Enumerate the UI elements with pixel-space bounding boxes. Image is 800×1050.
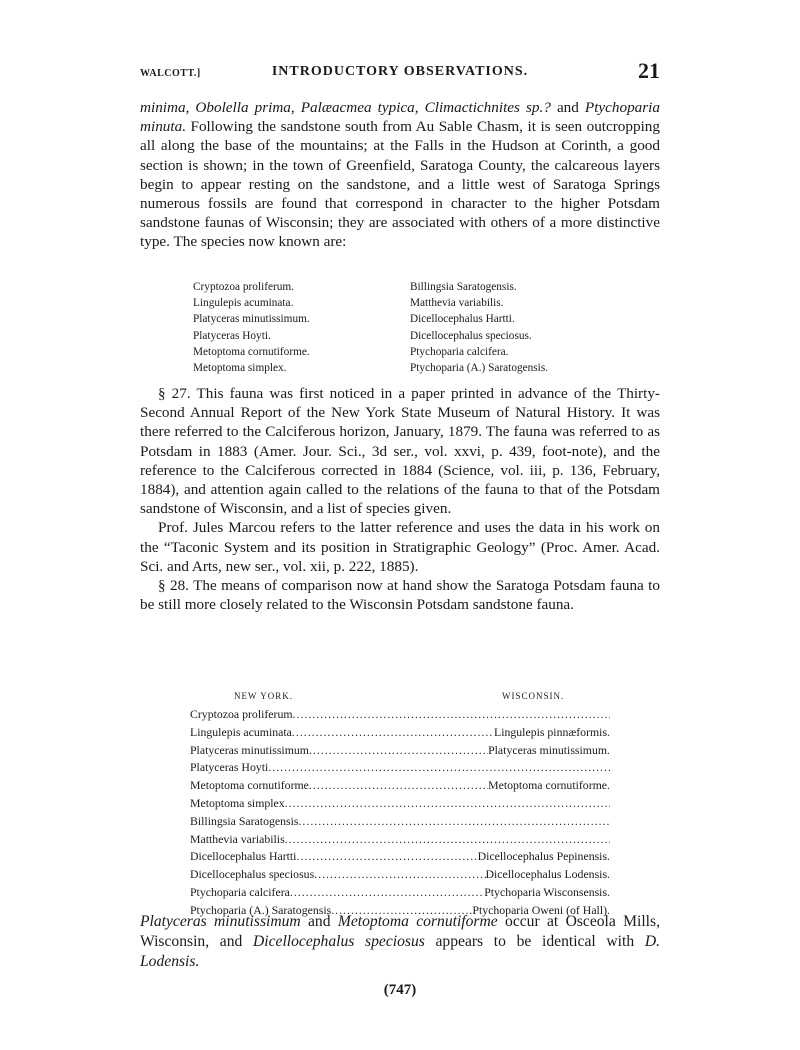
- new-york-species: Ptychoparia (A.) Saratogensis: [190, 902, 332, 917]
- wisconsin-species: Ptychoparia Wisconsensis.: [484, 884, 610, 899]
- section-27: [140, 384, 660, 614]
- new-york-species: Matthevia variabilis: [190, 831, 285, 846]
- dot-leader: [296, 848, 477, 866]
- dot-leader: [285, 795, 610, 813]
- intro-rest: Following the sandstone south from Au Sable Chasm, it is seen outcropping all along the base of the mountains; at the Falls in the Hudson at Corinth, a good section is shown; in the town of Greenfield, Saratoga County, the calcareous layers begin to appear resting on the sandstone, and a little west of Saratoga Springs numerous fossils are found that correspond in character to the higher Potsdam sandstone faunas of Wisconsin; they are associated with others of a more distinctive type. The species now known are:: [140, 118, 660, 251]
- header-title: INTRODUCTORY OBSERVATIONS.: [271, 64, 529, 79]
- new-york-species: Dicellocephalus Hartti: [190, 849, 297, 864]
- wisconsin-species: Dicellocephalus Lodensis.: [485, 867, 610, 882]
- conclusion-italic-4: D. Lodensis.: [140, 933, 661, 970]
- species-item: Billingsia Saratogensis.: [410, 281, 517, 293]
- paragraph-section-28: § 28. The means of comparison now at hand show the Saratoga Potsdam fauna to be still more closely related to the Wisconsin Potsdam sandstone fauna.: [140, 577, 660, 614]
- conclusion-text-1: and: [300, 913, 338, 930]
- species-column-right: [410, 279, 620, 376]
- species-item: Metoptoma simplex.: [193, 362, 287, 375]
- new-york-species: Platyceras minutissimum: [190, 742, 309, 757]
- conclusion-text-3: appears to be identical with: [424, 933, 645, 950]
- page-footer-number: (747): [383, 982, 417, 998]
- dot-leader: [290, 884, 484, 902]
- paragraph-section-27: § 27. This fauna was first noticed in a paper printed in advance of the Thirty-Second Annual Report of the New York State Museum of Natural History. It was there referred to the Calciferous horizon, January, 1879. The fauna was referred to as Potsdam in 1883 (Amer. Jour. Sci., 3d ser., vol. xxvi, p. 439, foot-note), and the reference to the Calciferous corrected in 1884 (Science, vol. iii, p. 136, February, 1884), and attention again called to the relations of the fauna to that of the Potsdam sandstone of Wisconsin, and a list of species given.: [140, 385, 660, 518]
- comparison-row: [190, 777, 610, 795]
- intro-italic-2: Ptychoparia minuta.: [140, 99, 660, 136]
- comparison-row: [190, 813, 610, 831]
- conclusion-italic-3: Dicellocephalus speciosus: [253, 933, 425, 950]
- running-header: [140, 58, 660, 86]
- dot-leader: [309, 777, 488, 795]
- new-york-species: Metoptoma simplex: [190, 795, 285, 810]
- comparison-row: [190, 848, 610, 866]
- species-item: Dicellocephalus Hartti.: [410, 313, 515, 326]
- dot-leader: [292, 724, 494, 742]
- wisconsin-species: Lingulepis pinnæformis.: [494, 724, 610, 739]
- new-york-species: Lingulepis acuminata: [190, 724, 292, 739]
- comparison-row: [190, 706, 610, 724]
- species-item: Metoptoma cornutiforme.: [193, 345, 310, 358]
- species-item: Lingulepis acuminata.: [193, 297, 294, 310]
- species-item: Platyceras minutissimum.: [193, 313, 310, 326]
- comparison-row: [190, 831, 610, 849]
- conclusion-italic-2: Metoptoma cornutiforme: [337, 913, 498, 930]
- header-new-york: NEW YORK.: [234, 691, 293, 701]
- wisconsin-species: Dicellocephalus Pepinensis.: [477, 849, 610, 864]
- comparison-row: [190, 742, 610, 760]
- comparison-row: [190, 759, 610, 777]
- new-york-species: Cryptozoa proliferum: [190, 707, 293, 721]
- comparison-row: [190, 795, 610, 813]
- wisconsin-species: Metoptoma cornutiforme.: [488, 778, 610, 793]
- species-item: Matthevia variabilis.: [410, 297, 504, 310]
- comparison-row: [190, 884, 610, 902]
- dot-leader: [285, 831, 610, 849]
- species-item: Cryptozoa proliferum.: [193, 281, 295, 293]
- comparison-row: [190, 724, 610, 742]
- dot-leader: [293, 706, 610, 724]
- header-wisconsin: WISCONSIN.: [502, 691, 565, 701]
- comparison-headers: [190, 688, 610, 706]
- comparison-table: [190, 688, 610, 920]
- dot-leader: [268, 759, 610, 777]
- species-column-left: [193, 279, 403, 376]
- header-author: WALCOTT.]: [140, 68, 201, 79]
- new-york-species: Platyceras Hoyti: [190, 760, 269, 775]
- paragraph-marcou: Prof. Jules Marcou refers to the latter reference and uses the data in his work on the “Taconic System and its position in Stratigraphic Geology” (Proc. Amer. Acad. Sci. and Arts, new ser., vol. xii, p. 222, 1885).: [140, 519, 660, 575]
- intro-italic-1: minima, Obolella prima, Palæacmea typica, Climactichnites sp.?: [140, 99, 551, 116]
- species-item: Dicellocephalus speciosus.: [410, 329, 532, 342]
- dot-leader: [309, 742, 488, 760]
- conclusion-text-2: occur at Osceola Mills, Wisconsin, and: [140, 913, 660, 950]
- new-york-species: Metoptoma cornutiforme: [190, 778, 309, 793]
- dot-leader: [298, 813, 610, 831]
- new-york-species: Dicellocephalus speciosus: [190, 867, 315, 882]
- conclusion-italic-1: Platyceras minutissimum: [140, 913, 301, 930]
- species-item: Platyceras Hoyti.: [193, 329, 271, 342]
- wisconsin-species: Platyceras minutissimum.: [488, 742, 610, 757]
- paragraph-species-intro: [140, 98, 660, 252]
- comparison-rows: [190, 706, 610, 920]
- species-item: Ptychoparia (A.) Saratogensis.: [410, 362, 549, 375]
- intro-and: and: [550, 99, 585, 116]
- species-item: Ptychoparia calcifera.: [410, 345, 509, 358]
- new-york-species: Billingsia Saratogensis: [190, 813, 299, 828]
- paragraph-conclusion: [140, 912, 660, 972]
- page-number: 21: [638, 58, 660, 83]
- wisconsin-species: Ptychoparia Oweni (of Hall).: [472, 902, 610, 917]
- dot-leader: [314, 866, 485, 884]
- comparison-row: [190, 866, 610, 884]
- new-york-species: Ptychoparia calcifera: [190, 884, 290, 899]
